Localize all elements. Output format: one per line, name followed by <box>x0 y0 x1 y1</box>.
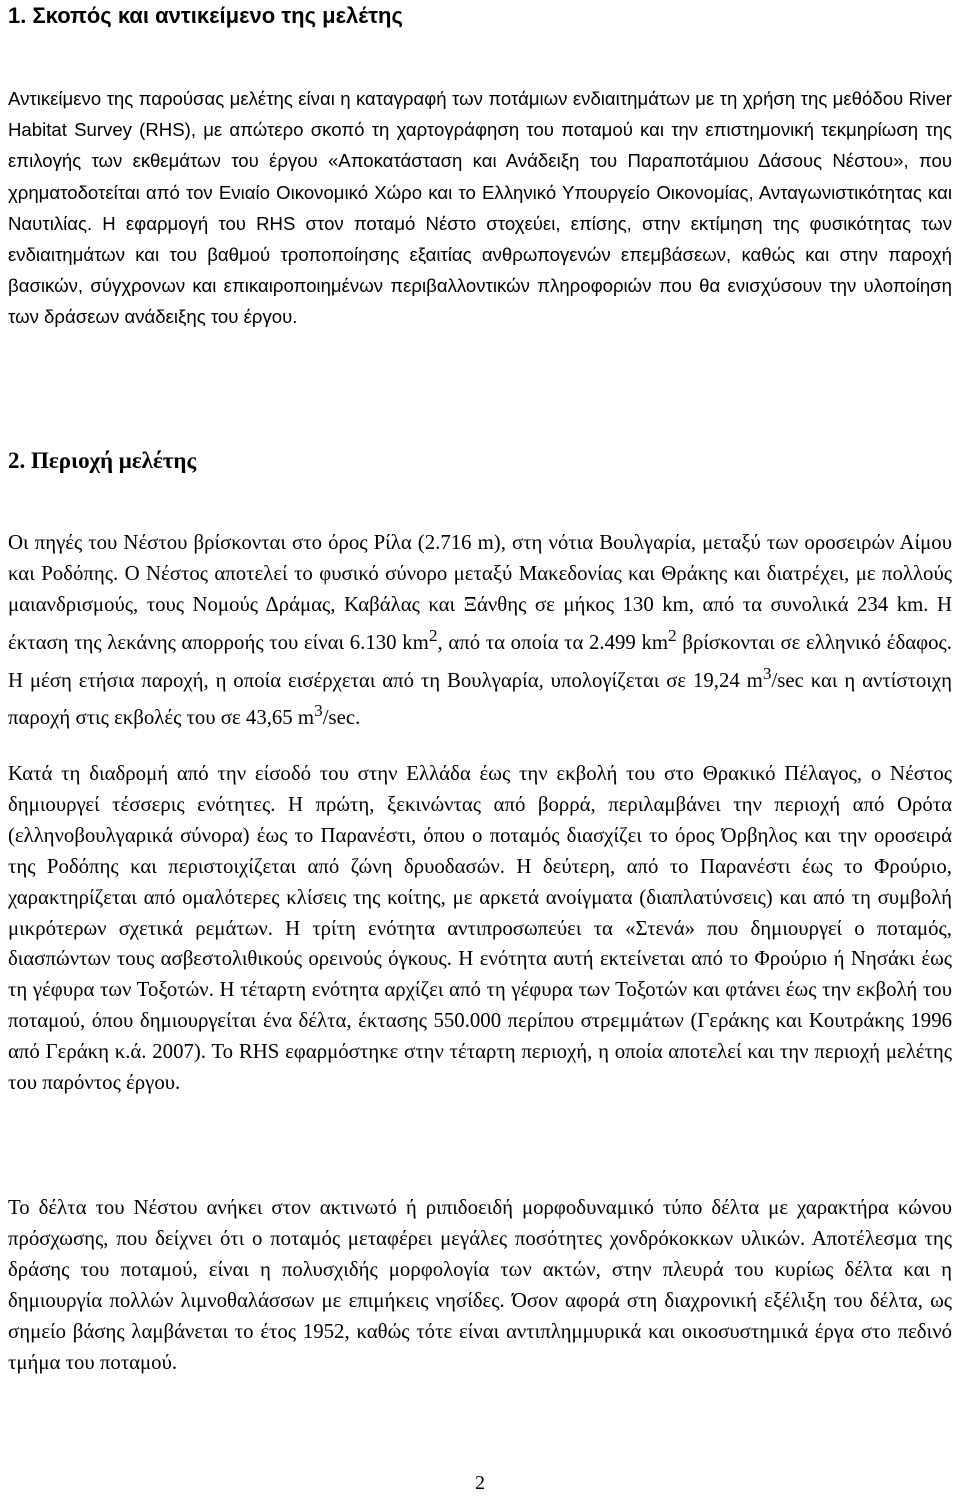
section-1-paragraph: Αντικείμενο της παρούσας μελέτης είναι η καταγραφή των ποτάμιων ενδιαιτημάτων με τη χρήση της μεθόδου River Habitat Survey (RHS), με απώτερο σκοπό τη χαρτογράφηση του ποταμού και την επιστημονική τεκμηρίωση της επιλογής των εκθεμάτων του έργου «Αποκατάσταση και Ανάδειξη του Παραποτάμιου Δάσους Νέστου», που χρηματοδοτείται από τον Ενιαίο Οικονομικό Χώρο και το Ελληνικό Υπουργείο Οικονομίας, Ανταγωνιστικότητας και Ναυτιλίας. Η εφαρμογή του RHS στον ποταμό Νέστο στοχεύει, επίσης, στην εκτίμηση της φυσικότητας των ενδιαιτημάτων και του βαθμού τροποποίησης εξαιτίας ανθρωπογενών επεμβάσεων, καθώς και στην παροχή βασικών, σύγχρονων και επικαιροποιημένων περιβαλλοντικών πληροφοριών που θα ενισχύσουν την υλοποίηση των δράσεων ανάδειξης του έργου. <box>8 88 952 328</box>
paragraph-text: Οι πηγές του Νέστου βρίσκονται στο όρος Ρίλα (2.716 m), στη νότια Βουλγαρία, μεταξύ των οροσειρών Αίμου και Ροδόπης. Ο Νέστος αποτελεί το φυσικό σύνορο μεταξύ Μακεδονίας και Θράκης και διατρέχει, με πολλούς μαιανδρισμούς, τους Νομούς Δράμας, Καβάλας και Ξάνθης σε μήκος 130 km, από τα συνολικά 234 km. Η έκταση της λεκάνης απορροής του είναι 6.130 km <box>8 531 952 654</box>
superscript: 2 <box>428 625 438 645</box>
paragraph-text: βρίσκονται σε ελληνικό έδαφος. Η μέση ετήσια παροχή, η οποία εισέρχεται από τη Βουλγαρία, υπολογίζεται σε 19,24 m <box>8 630 952 692</box>
paragraph-text: , από τα οποία τα 2.499 km <box>437 630 669 654</box>
superscript: 3 <box>314 701 323 721</box>
paragraph-text: /sec. <box>322 706 361 730</box>
section-2-paragraph-3: Το δέλτα του Νέστου ανήκει στον ακτινωτό ή ριπιδοειδή μορφοδυναμικό τύπο δέλτα με χαρακτήρα κώνου πρόσχωσης, που δείχνει ότι ο ποταμός μεταφέρει μεγάλες ποσότητες χονδρόκοκκων υλικών. Αποτέλεσμα της δράσης του ποταμού, είναι η πολυσχιδής μορφολογία των ακτών, στην πλευρά του κυρίως δέλτα και η δημιουργία πολλών λιμνοθαλάσσων με επιμήκεις νησίδες. Όσον αφορά στη διαχρονική εξέλιξη του δέλτα, ως σημείο βάσης λαμβάνεται το έτος 1952, καθώς τότε είναι αντιπλημμυρικά και οικοσυστημικά έργα στο πεδινό τμήμα του ποταμού. <box>8 1196 952 1374</box>
section-2-paragraph-2: Κατά τη διαδρομή από την είσοδό του στην Ελλάδα έως την εκβολή του στο Θρακικό Πέλαγος, ο Νέστος δημιουργεί τέσσερις ενότητες. Η πρώτη, ξεκινώντας από βορρά, περιλαμβάνει την περιοχή από Ορότα (ελληνοβουλγαρικά σύνορα) έως το Παρανέστι, όπου ο ποταμός διασχίζει το όρος Όρβηλος και την οροσειρά της Ροδόπης και περιστοιχίζεται από ζώνη δρυοδασών. Η δεύτερη, από το Παρανέστι έως το Φρούριο, χαρακτηρίζεται από ομαλότερες κλίσεις της κοίτης, με αρκετά ανοίγματα (διαπλατύνσεις) και από τη συμβολή μικρότερων σχετικά ρεμάτων. Η τρίτη ενότητα αντιπροσωπεύει τα «Στενά» που δημιουργεί ο ποταμός, διασπώντων τους ασβεστολιθικούς ορεινούς όγκους. Η ενότητα αυτή εκτείνεται από το Φρούριο ή Νησάκι έως τη γέφυρα των Τοξοτών. Η τέταρτη ενότητα αρχίζει από τη γέφυρα των Τοξοτών και φτάνει έως την εκβολή του ποταμού, όπου δημιουργείται ένα δέλτα, έκτασης 550.000 περίπου στρεμμάτων (Γεράκης και Κουτράκης 1996 από Γεράκη κ.ά. 2007). Το RHS εφαρμόστηκε στην τέταρτη περιοχή, η οποία αποτελεί και την περιοχή μελέτης του παρόντος έργου. <box>8 762 952 1095</box>
paragraph-text: /sec και η αντίστοιχη παροχή στις εκβολές του σε 43,65 m <box>8 668 952 730</box>
section-2-paragraph-1 <box>8 528 952 734</box>
superscript: 2 <box>668 625 677 645</box>
page-number: 2 <box>475 1472 485 1494</box>
section-2-heading: 2. Περιοχή μελέτης <box>8 448 197 473</box>
section-1-heading: 1. Σκοπός και αντικείμενο της μελέτης <box>8 3 403 28</box>
superscript: 3 <box>762 663 772 683</box>
